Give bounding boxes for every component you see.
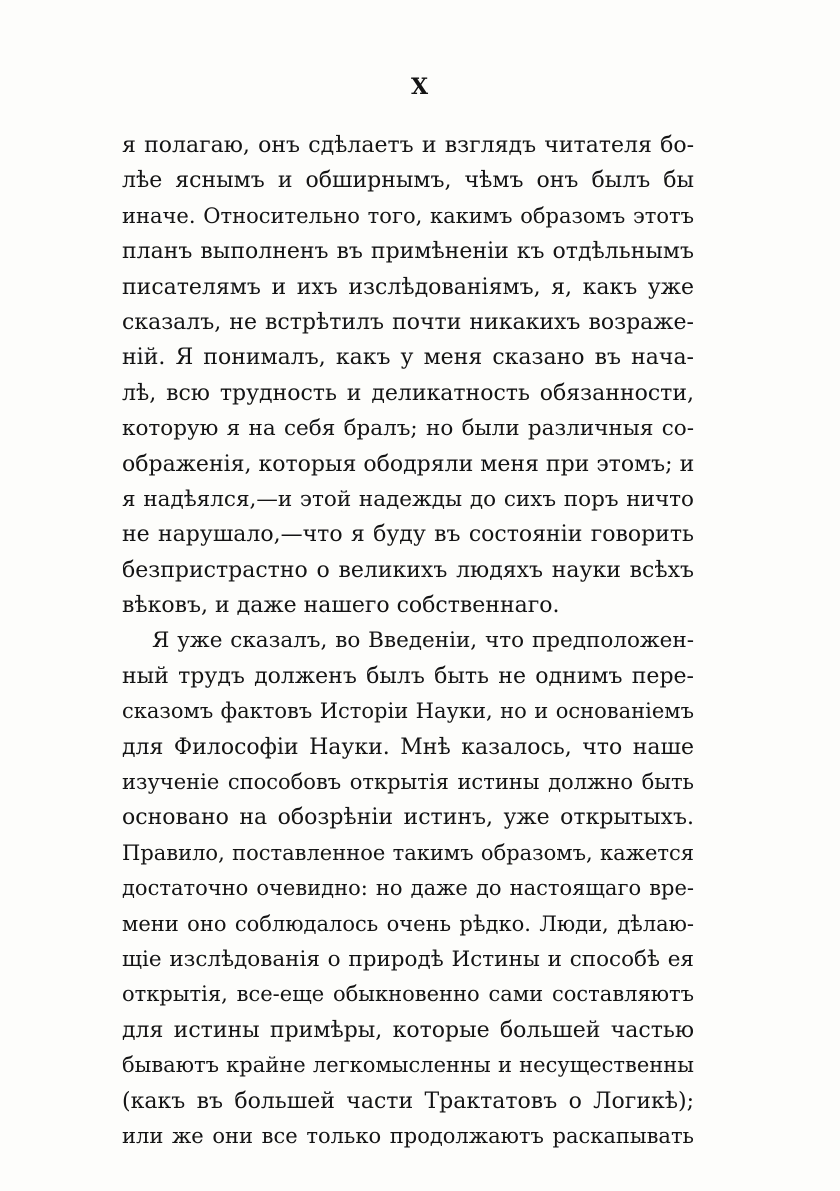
text-line: не нарушало,—что я буду въ состояніи говорить [122, 522, 694, 548]
text-line: вѣковъ, и даже нашего собственнаго. [122, 593, 560, 619]
text-line: бываютъ крайне легкомысленны и несущественны [122, 1053, 694, 1078]
text-line: (какъ въ большей части Трактатовъ о Логикѣ); [122, 1088, 694, 1114]
text-line: я надѣялся,—и этой надежды до сихъ поръ ничто [122, 486, 694, 512]
text-line: сказомъ фактовъ Исторіи Науки, но и основаніемъ [122, 699, 694, 724]
text-line: лѣе яснымъ и обширнымъ, чѣмъ онъ былъ бы [122, 168, 694, 194]
text-line: щіе изслѣдованія о природѣ Истины и способѣ ея [122, 946, 694, 972]
text-line: ображенія, которыя ободряли меня при этомъ; и [122, 451, 694, 477]
text-line: изученіе способовъ открытія истины должно быть [122, 770, 694, 795]
text-line: или же они все только продолжаютъ раскапывать [122, 1123, 694, 1148]
text-line: ный трудъ долженъ былъ быть не однимъ пере- [122, 663, 694, 689]
text-line: писателямъ и ихъ изслѣдованіямъ, я, какъ уже [122, 274, 694, 300]
text-line: я полагаю, онъ сдѣлаетъ и взглядъ читателя бо- [122, 133, 694, 158]
text-line: открытія, все-еще обыкновенно сами составляютъ [122, 982, 694, 1007]
paragraph-1 [122, 128, 694, 623]
text-line: планъ выполненъ въ примѣненіи къ отдѣльнымъ [122, 239, 694, 265]
text-line: которую я на себя бралъ; но были различныя со- [122, 416, 694, 442]
text-line: для Философіи Науки. Мнѣ казалось, что наше [122, 734, 694, 760]
text-line: иначе. Относительно того, какимъ образомъ этотъ [122, 203, 694, 228]
text-line: достаточно очевидно: но даже до настоящаго вре- [122, 876, 694, 901]
body-text [122, 128, 694, 1154]
text-line: Правило, поставленное такимъ образомъ, кажется [122, 840, 694, 865]
text-line: основано на обозрѣніи истинъ, уже открытыхъ. [122, 805, 694, 831]
page-number: X [410, 74, 430, 100]
text-line: сказалъ, не встрѣтилъ почти никакихъ возраже- [122, 309, 694, 335]
text-line: безпристрастно о великихъ людяхъ науки всѣхъ [122, 557, 694, 583]
text-line: мени оно соблюдалось очень рѣдко. Люди, дѣлаю- [122, 911, 694, 936]
paragraph-2 [122, 623, 694, 1154]
text-line: для истины примѣры, которые большей частью [122, 1017, 694, 1043]
text-line: лѣ, всю трудность и деликатность обязанности, [122, 380, 694, 406]
text-line: ній. Я понималъ, какъ у меня сказано въ нача- [122, 345, 694, 371]
text-line: Я уже сказалъ, во Введеніи, что предположен- [152, 628, 694, 654]
